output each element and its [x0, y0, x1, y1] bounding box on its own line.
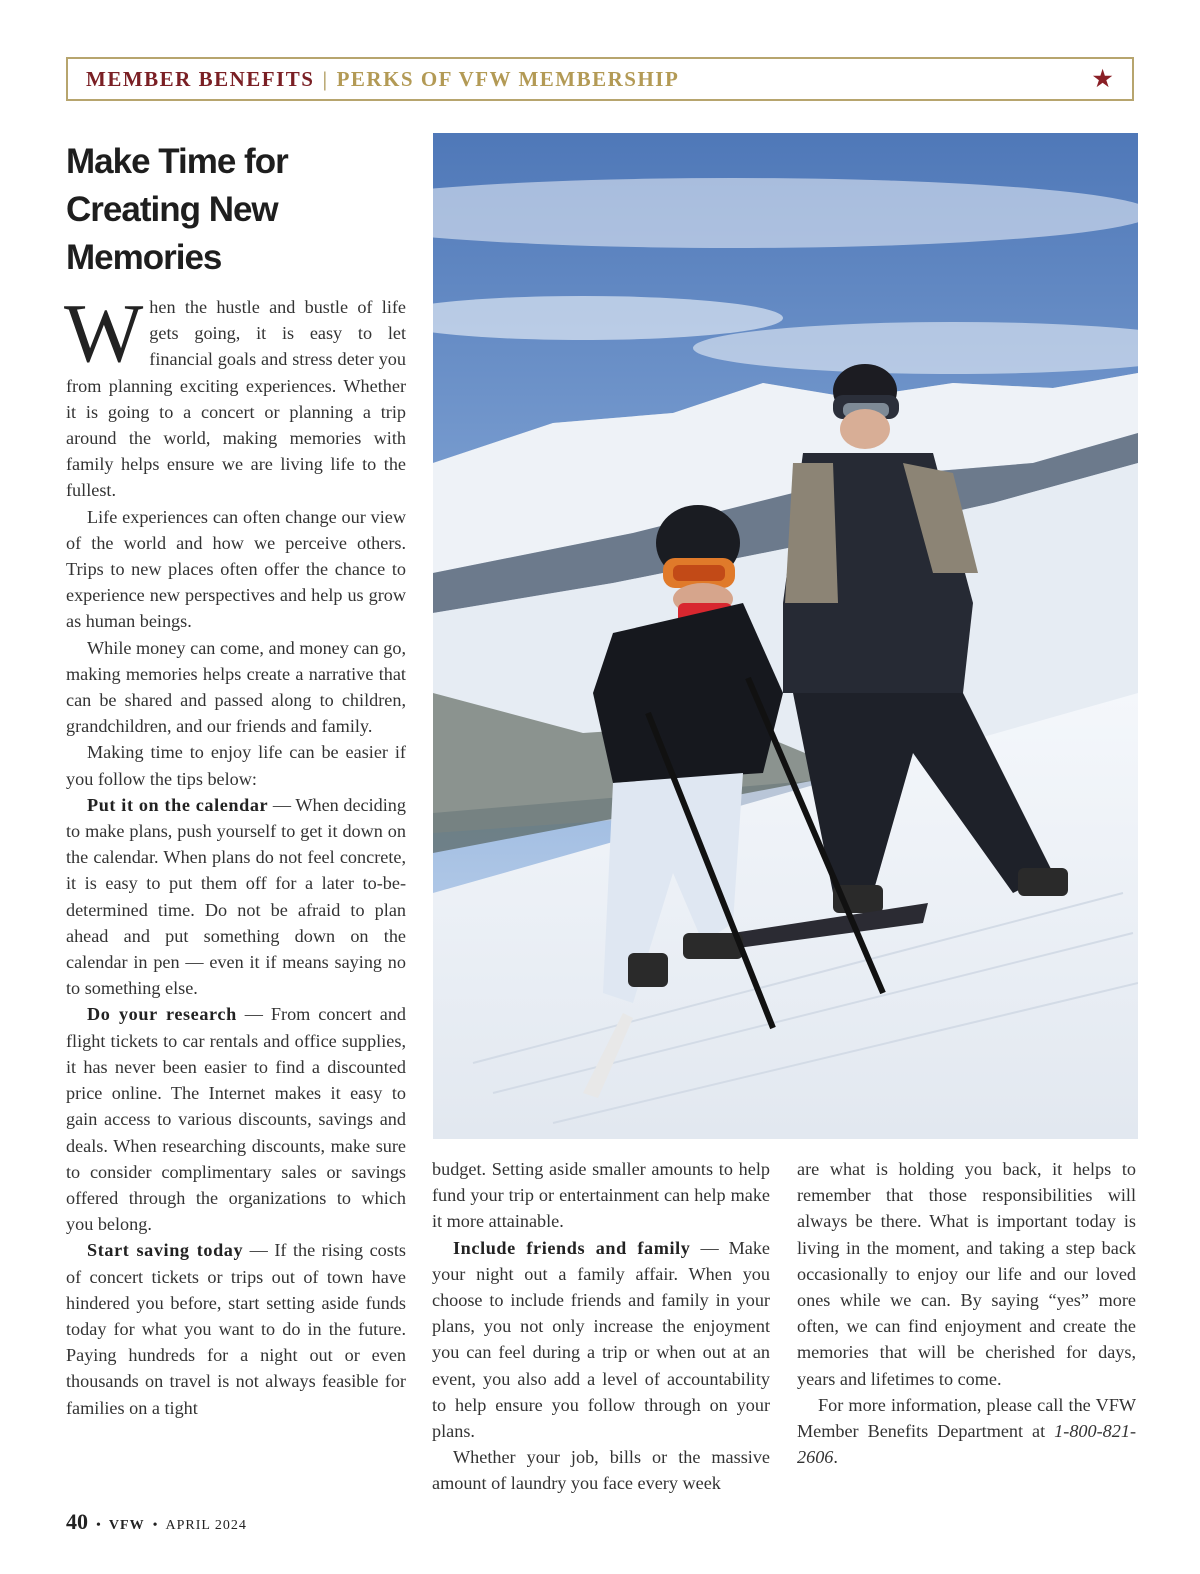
- tip-calendar-lead: Put it on the calendar: [87, 794, 269, 815]
- phone-number: 1-800-821-2606: [797, 1421, 1136, 1468]
- closing-period: .: [833, 1447, 838, 1468]
- tip-calendar: [66, 792, 406, 1002]
- skiers-illustration: [433, 133, 1138, 1139]
- tip-research: [66, 1001, 406, 1237]
- paragraph-responsibilities: are what is holding you back, it helps to remember that those responsibilities will always be there. What is important today is living in the moment, and taking a step back occasionally to enjoy our life and our loved ones while we can. By saying “yes” more often, we can find enjoyment and create the memories that will be cherished for days, years and lifetimes to come.: [797, 1159, 1136, 1389]
- page-footer: [66, 1509, 247, 1535]
- tip-saving: [66, 1237, 406, 1420]
- star-icon: ★: [1092, 66, 1114, 91]
- footer-dot: •: [152, 1518, 158, 1533]
- paragraph-closing: [797, 1392, 1136, 1471]
- closing-text: For more information, please call the VFW Member Benefits Department at: [797, 1394, 1136, 1442]
- section-subtitle: PERKS OF VFW MEMBERSHIP: [336, 66, 680, 91]
- section-header: [66, 57, 1134, 101]
- article-title: Make Time for Creating New Memories: [66, 142, 288, 277]
- article-column-3: [797, 1156, 1136, 1470]
- paragraph-whether: Whether your job, bills or the massive amount of laundry you face every week: [432, 1447, 770, 1494]
- footer-dot: •: [96, 1518, 101, 1533]
- magazine-name: VFW: [108, 1518, 145, 1533]
- paragraph-experiences: Life experiences can often change our view of the world and how we perceive others. Trips to new places often offer the chance to experience new perspectives and help us grow as human beings.: [66, 506, 406, 632]
- tip-research-lead: Do your research: [87, 1004, 237, 1025]
- header-separator: |: [322, 66, 329, 91]
- page-number: 40: [66, 1509, 88, 1534]
- skiers-photo: [433, 133, 1138, 1139]
- issue-date: APRIL 2024: [165, 1518, 247, 1533]
- tip-research-text: — From concert and flight tickets to car rentals and office supplies, it has never been easier to find a discounted price online. The Internet makes it easy to gain access to various discounts, savings and deals. When researching discounts, make sure to consider complimentary sales or savings offered through the organizations to which you belong.: [66, 1004, 407, 1235]
- tip-friends-lead: Include friends and family: [453, 1237, 691, 1258]
- paragraph-budget: budget. Setting aside smaller amounts to help fund your trip or entertainment can help make it more attainable.: [432, 1159, 770, 1232]
- article-column-2: [432, 1156, 770, 1497]
- tip-calendar-text: — When deciding to make plans, push yourself to get it down on the calendar. When plans do not feel concrete, it is easy to put them off for a later to-be-determined time. Do not be afraid to plan ahead and put something down on the calendar in pen — even it if means saying no to something else.: [66, 794, 406, 999]
- section-label: MEMBER BENEFITS: [86, 66, 315, 91]
- paragraph-tips-intro: Making time to enjoy life can be easier if you follow the tips below:: [66, 742, 406, 789]
- tip-saving-lead: Start saving today: [87, 1240, 244, 1261]
- tip-saving-text: — If the rising costs of concert tickets or trips out of town have hindered you before, start setting aside funds today for what you want to do in the future. Paying hundreds for a night out or even thousands on travel is not always feasible for families on a tight: [66, 1240, 406, 1418]
- tip-friends-text: — Make your night out a family affair. When you choose to include friends and family in your plans, you not only increase the enjoyment you can feel during a trip or when out at an event, you also add a level of accountability to help ensure you follow through on your plans.: [432, 1237, 770, 1442]
- paragraph-intro: [64, 287, 406, 504]
- tip-friends-family: [432, 1235, 770, 1445]
- intro-text: hen the hustle and bustle of life gets going, it is easy to let financial goals and stress deter you from planning exciting experiences. Whether it is going to a concert or planning a trip around the world, making memories with family helps ensure we are living life to the fullest.: [66, 297, 406, 501]
- article-column-1: [64, 287, 407, 1421]
- drop-cap: W: [64, 287, 144, 380]
- paragraph-money: While money can come, and money can go, making memories helps create a narrative that can be shared and passed along to children, grandchildren, and our friends and family.: [66, 637, 406, 737]
